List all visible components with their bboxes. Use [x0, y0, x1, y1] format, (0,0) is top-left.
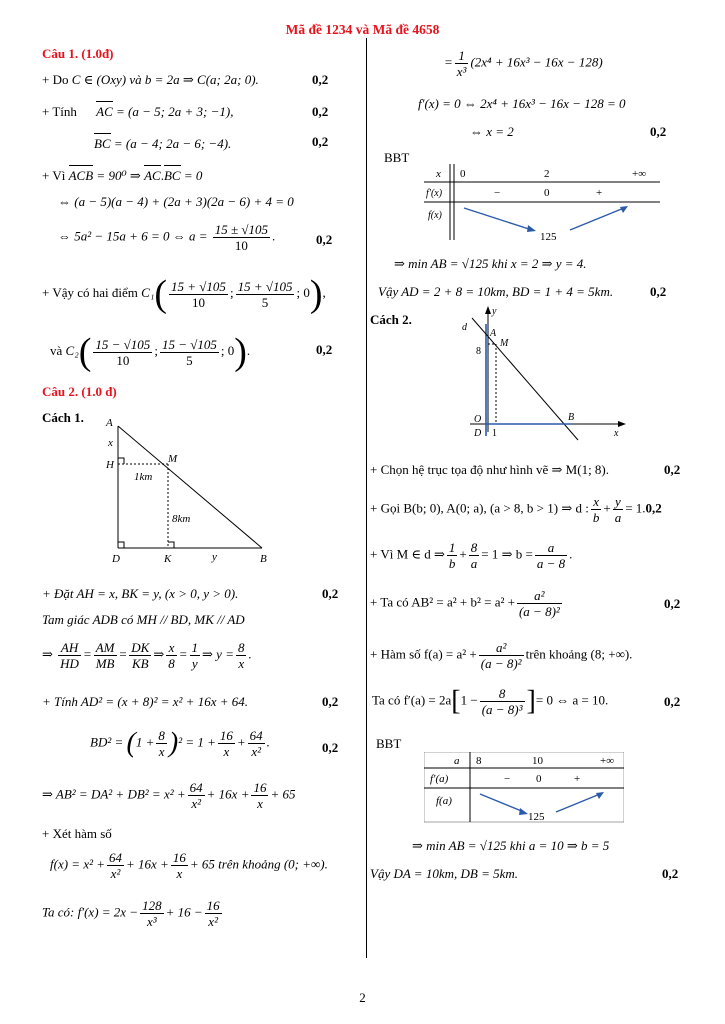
score-r-6: 0,2: [664, 694, 681, 709]
label-line-d: d: [462, 322, 467, 333]
bbt2-minus: −: [504, 773, 511, 785]
bbt2-value-inf: +∞: [600, 755, 615, 767]
label-a: A: [106, 417, 113, 429]
score-q2-1: 0,2: [322, 586, 339, 601]
coordinate-figure: [456, 304, 632, 444]
triangle-figure: [100, 412, 280, 572]
r-line8: + Vì M ∈ d ⇒ $\frac{1}{b}$ + $\frac{8}{a}$ = 1 ⇒ b = $\frac{a}{a - 8}$ .: [370, 540, 573, 571]
q1-line1: [42, 72, 259, 88]
right-angle-d: [118, 542, 124, 548]
bbt1-value-2: 2: [544, 168, 550, 180]
point-c2: C₂: [65, 342, 79, 358]
label-y: y: [212, 551, 217, 563]
q1-line7-prefix: + Vậy có hai điểm: [42, 284, 138, 300]
bbt1-fprime-header: f′(x): [426, 188, 443, 199]
q1-line8-prefix: và: [50, 342, 63, 358]
q1-line3-math: = (a − 4; 2a − 6; −4).: [113, 136, 232, 151]
q1-line8: và C₂( $\frac{15 - √105}{10}$ ; $\frac{15 - √105}{5}$ ; 0).: [50, 331, 251, 373]
q1-line6: ⇔ 5a² − 15a + 6 = 0 ⇔ a = $\frac{15 \pm √105}{10}$ .: [58, 222, 276, 253]
label-eight: 8: [476, 346, 481, 357]
label-x: x: [108, 437, 113, 449]
label-point-m: M: [500, 338, 509, 349]
bbt2-zero: 0: [536, 773, 542, 785]
score-q1-4: 0,2: [316, 232, 333, 247]
q1-line5: ⇔ (a − 5)(a − 4) + (2a + 3)(2a − 6) + 4 = 0: [58, 194, 294, 209]
bbt2-value-8: 8: [476, 755, 482, 767]
conclusion-2: Vậy DA = 10km, DB = 5km.: [370, 866, 518, 881]
bbt2-value-10: 10: [532, 755, 543, 767]
critical-point: ⇔ x = 2: [470, 124, 514, 139]
bbt1-increasing-arrow: [570, 208, 624, 230]
solution-fraction: $\frac{15 \pm √105}{10}$: [214, 222, 269, 253]
derivative-expansion: = $\frac{1}{\text{x³}}$ (2x⁴ + 16x³ − 16x − 128): [444, 48, 603, 79]
r-line10: + Hàm số f(a) = a² + $\frac{\text{a²}}{\text{(a − 8)²}}$ trên khoảng (8; +∞).: [370, 640, 633, 671]
vector-bc: BC: [94, 136, 111, 151]
point-c1: C₁: [141, 284, 155, 300]
label-origin: O: [474, 414, 482, 425]
q1-line4-mid: = 90⁰ ⇒: [96, 168, 141, 183]
method-1-label: Cách 1.: [42, 410, 84, 425]
q2-line9: Ta có: f′(x) = 2x − $\frac{128}{\text{x³}}$ + 16 − $\frac{16}{\text{x²}}$: [42, 898, 220, 929]
q1-line4-end: = 0: [183, 168, 203, 183]
label-d: D: [112, 553, 120, 565]
q2-line2: Tam giác ADB có MH // BD, MK // AD: [42, 612, 245, 627]
label-b: B: [260, 553, 267, 565]
label-8km: 8km: [172, 513, 191, 525]
q1-line4: + Vì ACB = 90⁰ ⇒ AC.BC = 0: [42, 168, 203, 183]
label-1km: 1km: [134, 471, 153, 483]
bbt1-arrowhead-down: [527, 225, 536, 232]
bbt2-f-header: f(a): [436, 795, 452, 807]
right-angle-k: [168, 542, 174, 548]
bbt1-minus: −: [494, 187, 501, 199]
score-q1-5: 0,2: [316, 342, 333, 357]
bbt2-min-value: 125: [528, 811, 545, 823]
q2-line4: + Tính AD² = (x + 8)² = x² + 16x + 64.: [42, 694, 248, 709]
label-point-a: A: [490, 328, 497, 339]
q2-line3: ⇒ $\frac{AH}{HD}$ = $\frac{AM}{MB}$ = $\frac{DK}{KB}$ ⇒ $\frac{x}{8}$ = $\frac{1}{y}$ ⇒ y = $\frac{8}{x}$ .: [42, 640, 252, 671]
q1-line2: [42, 104, 233, 120]
label-point-d: D: [474, 428, 482, 439]
label-axis-y: y: [492, 306, 497, 317]
q1-line2-prefix: + Tính: [42, 104, 77, 119]
q1-line4-prefix: + Vì: [42, 168, 66, 183]
right-angle-h: [118, 458, 124, 464]
page-number: 2: [359, 990, 366, 1005]
label-k: K: [164, 553, 172, 565]
bbt1-decreasing-arrow: [464, 208, 532, 230]
r-line9: + Ta có AB² = a² + b² = a² + $\frac{\text{a²}}{\text{(a − 8)²}}$: [370, 588, 560, 619]
q1-heading: Câu 1. (1.0đ): [42, 46, 114, 61]
label-one: 1: [492, 428, 497, 439]
q1-line7: + Vậy có hai điểm C₁( $\frac{15 + √105}{10}$ ; $\frac{15 + √105}{5}$ ; 0),: [42, 273, 326, 315]
bbt1-plus: +: [596, 187, 603, 199]
q2-line8: f(x) = x² + $\frac{64}{\text{x²}}$ + 16x + $\frac{16}{x}$ + 65 trên khoảng (0; +∞).: [50, 850, 328, 881]
method-2-label: Cách 2.: [370, 312, 412, 327]
variation-table-1: [424, 164, 660, 244]
score-r-5: 0,2: [664, 596, 681, 611]
side-ab: [118, 426, 262, 548]
score-q1-3: 0,2: [312, 134, 329, 149]
bbt-2-label: BBT: [376, 736, 402, 751]
r-line7: + Gọi B(b; 0), A(0; a), (a > 8, b > 1) ⇒ d : $\frac{x}{b}$ + $\frac{y}{a}$ = 1.0,2: [370, 494, 662, 525]
q1-line3: [94, 136, 231, 152]
q2-line5: BD² = (1 + $\frac{8}{x}$ )² = 1 + $\frac{16}{x}$ + $\frac{64}{\text{x²}}$ .: [90, 727, 270, 759]
min-ab-2: ⇒ min AB = √125 khi a = 10 ⇒ b = 5: [412, 838, 610, 853]
score-r-2: 0,2: [650, 284, 667, 299]
bbt2-fprime-header: f′(a): [430, 773, 449, 785]
q2-heading: Câu 2. (1.0 đ): [42, 384, 117, 399]
bbt2-a-header: a: [454, 755, 460, 767]
score-r-1: 0,2: [650, 124, 667, 139]
score-r-7: 0,2: [662, 866, 679, 881]
bbt2-plus: +: [574, 773, 581, 785]
bbt-1-label: BBT: [384, 150, 410, 165]
label-axis-x: x: [614, 428, 619, 439]
q1-line1-math: C ∈ (Oxy) và b = 2a ⇒ C(a; 2a; 0).: [71, 72, 259, 87]
vector-bc-2: BC: [163, 168, 181, 183]
bbt1-value-inf: +∞: [632, 168, 647, 180]
q2-line6: ⇒ AB² = DA² + DB² = x² + $\frac{64}{\text{x²}}$ + 16x + $\frac{16}{x}$ + 65: [42, 780, 296, 811]
score-r-3: 0,2: [664, 462, 681, 477]
angle-acb: ACB: [68, 168, 94, 183]
column-divider: [366, 38, 367, 958]
bbt1-f-header: f(x): [428, 210, 442, 221]
label-point-b: B: [568, 412, 575, 423]
q2-line1: + Đặt AH = x, BK = y, (x > 0, y > 0).: [42, 586, 239, 601]
bbt1-value-0: 0: [460, 168, 466, 180]
q1-line2-math: = (a − 5; 2a + 3; −1),: [116, 104, 234, 119]
q2-line7: + Xét hàm số: [42, 826, 112, 841]
vector-ac-2: AC: [144, 168, 161, 183]
score-q1-1: 0,2: [312, 72, 329, 87]
page-title: Mã đề 1234 và Mã đề 4658: [285, 22, 440, 37]
score-q2-3: 0,2: [322, 740, 339, 755]
score-q1-2: 0,2: [312, 104, 329, 119]
q1-line1-prefix: + Do: [42, 72, 72, 87]
bbt1-min-value: 125: [540, 231, 557, 243]
r-line11: Ta có f′(a) = 2a[1 − $\frac{8}{\text{(a − 8)³}}$ ]= 0 ⇔ a = 10.: [372, 685, 609, 717]
score-r-4: 0,2: [645, 500, 662, 516]
score-q2-2: 0,2: [322, 694, 339, 709]
label-m: M: [168, 453, 178, 465]
bbt1-x-header: x: [436, 168, 441, 180]
label-h: H: [106, 459, 114, 471]
bbt1-zero: 0: [544, 187, 550, 199]
variation-table-2: [424, 752, 624, 824]
q1-line6-prefix: ⇔ 5a² − 15a + 6 = 0 ⇔ a =: [58, 228, 208, 244]
vector-ac: AC: [96, 104, 113, 119]
derivative-equation: f′(x) = 0 ⇔ 2x⁴ + 16x³ − 16x − 128 = 0: [418, 96, 626, 111]
r-line6: + Chọn hệ trục tọa độ như hình vẽ ⇒ M(1; 8).: [370, 462, 610, 477]
min-ab-1: ⇒ min AB = √125 khi x = 2 ⇒ y = 4.: [394, 256, 587, 271]
conclusion-1: Vậy AD = 2 + 8 = 10km, BD = 1 + 4 = 5km.: [378, 284, 614, 299]
